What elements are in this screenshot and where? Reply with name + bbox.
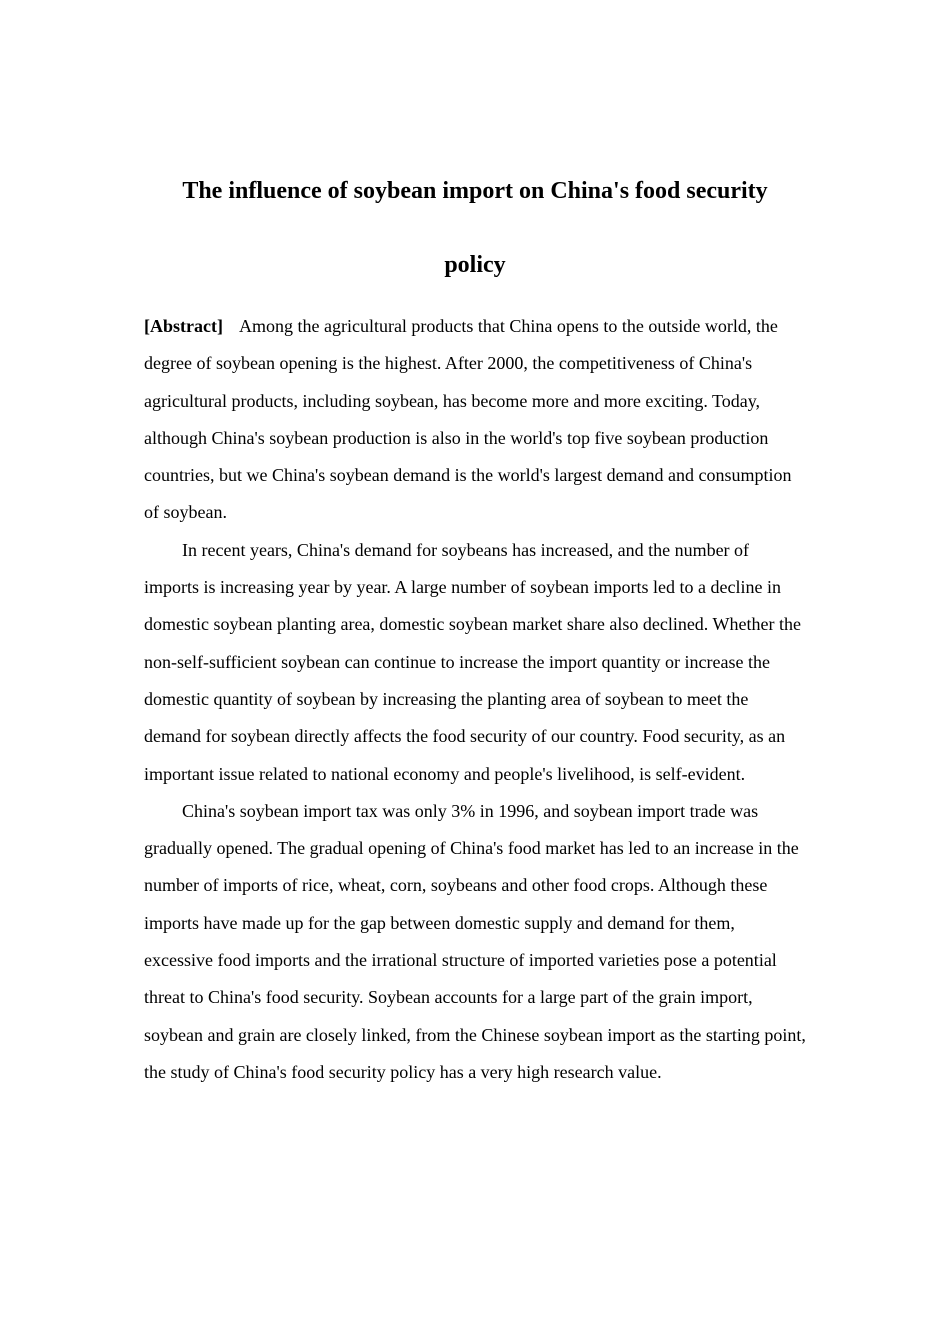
abstract-paragraph-1 <box>144 308 808 532</box>
abstract-paragraph-2: In recent years, China's demand for soybeans has increased, and the number of imports is increasing year by year. A large number of soybean imports led to a decline in domestic soybean planting area, domestic soybean market share also declined. Whether the non-self-sufficient soybean can continue to increase the import quantity or increase the domestic quantity of soybean by increasing the planting area of soybean to meet the demand for soybean directly affects the food security of our country. Food security, as an important issue related to national economy and people's livelihood, is self-evident. <box>144 539 801 784</box>
abstract-paragraph-3: China's soybean import tax was only 3% in 1996, and soybean import trade was gradually opened. The gradual opening of China's food market has led to an increase in the number of imports of rice, wheat, corn, soybeans and other food crops. Although these imports have made up for the gap between domestic supply and demand for them, excessive food imports and the irrational structure of imported varieties pose a potential threat to China's food security. Soybean accounts for a large part of the grain import, soybean and grain are closely linked, from the Chinese soybean import as the starting point, the study of China's food security policy has a very high research value. <box>144 800 806 1082</box>
title-line-2: policy <box>444 252 506 278</box>
title-line-1: The influence of soybean import on China's food security <box>182 178 768 204</box>
abstract-label: [Abstract] <box>144 316 223 336</box>
paragraph-text: Among the agricultural products that China opens to the outside world, the degree of soybean opening is the highest. After 2000, the competitiveness of China's agricultural products, including soybean, has become more and more exciting. Today, although China's soybean production is also in the world's top five soybean production countries, but we China's soybean demand is the world's largest demand and consumption of soybean. <box>144 316 792 523</box>
document-title <box>0 154 950 302</box>
abstract-section <box>144 308 808 1091</box>
